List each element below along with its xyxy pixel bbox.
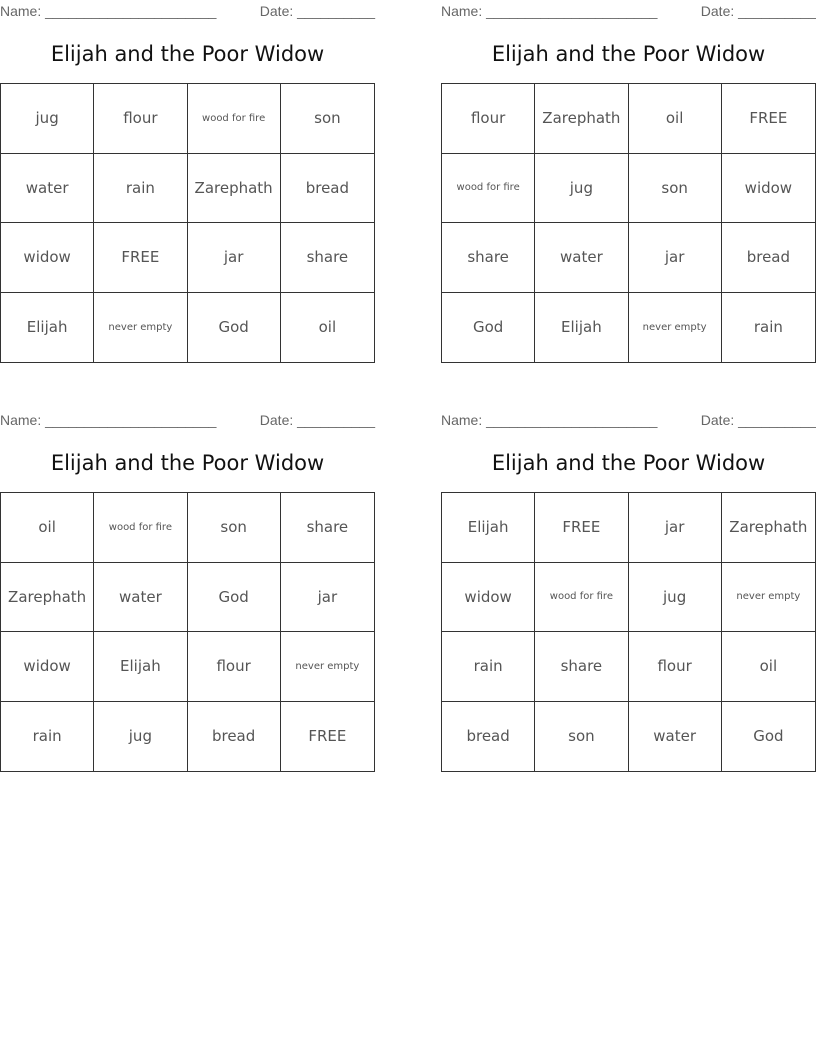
bingo-cell: bread: [722, 223, 815, 293]
bingo-grid: [441, 83, 816, 363]
bingo-cell: widow: [442, 563, 535, 633]
bingo-cell: FREE: [722, 84, 815, 154]
name-field: Name: ______________________: [0, 3, 217, 19]
bingo-cell: Zarephath: [188, 154, 281, 224]
bingo-cell: flour: [442, 84, 535, 154]
bingo-cell: wood for fire: [188, 84, 281, 154]
bingo-cell: Elijah: [1, 293, 94, 363]
bingo-cell: bread: [188, 702, 281, 772]
bingo-cell: son: [281, 84, 374, 154]
bingo-cell: never empty: [281, 632, 374, 702]
bingo-cell: jar: [188, 223, 281, 293]
bingo-cell: FREE: [308, 727, 347, 746]
bingo-cell: flour: [188, 632, 281, 702]
bingo-cell: God: [188, 293, 281, 363]
bingo-card-3: [0, 409, 375, 774]
bingo-card-4: [441, 409, 816, 774]
bingo-grid: [441, 492, 816, 772]
bingo-grid: [0, 492, 375, 772]
bingo-cell: bread: [281, 154, 374, 224]
card-title: Elijah and the Poor Widow: [491, 42, 766, 66]
bingo-cell: oil: [1, 493, 94, 563]
date-field: Date: __________: [700, 412, 816, 428]
bingo-cell: bread: [442, 702, 535, 772]
bingo-cell: jug: [94, 702, 187, 772]
bingo-cell: never empty: [629, 293, 722, 363]
card-title: Elijah and the Poor Widow: [491, 451, 766, 475]
bingo-cell: widow: [722, 154, 815, 224]
bingo-cell: never empty: [722, 563, 815, 633]
name-field: Name: ______________________: [0, 412, 217, 428]
bingo-card-2: [441, 0, 816, 365]
name-field: Name: ______________________: [441, 3, 658, 19]
bingo-cell: wood for fire: [442, 154, 535, 224]
bingo-cell: FREE: [94, 223, 187, 293]
bingo-cell: water: [94, 563, 187, 633]
bingo-cell: son: [629, 154, 722, 224]
bingo-cell: God: [442, 293, 535, 363]
bingo-cell: flour: [629, 632, 722, 702]
bingo-cell: flour: [94, 84, 187, 154]
bingo-cell: widow: [1, 223, 94, 293]
bingo-cell: rain: [94, 154, 187, 224]
bingo-cell: Zarephath: [722, 493, 815, 563]
bingo-cell: never empty: [94, 293, 187, 363]
bingo-cell: God: [753, 727, 784, 746]
bingo-cell: FREE: [535, 493, 628, 563]
bingo-cell: wood for fire: [535, 563, 628, 633]
bingo-cell: jug: [535, 154, 628, 224]
bingo-cell: Elijah: [442, 493, 535, 563]
card-title: Elijah and the Poor Widow: [50, 451, 325, 475]
bingo-cell: jar: [629, 493, 722, 563]
date-field: Date: __________: [259, 412, 375, 428]
bingo-cell: share: [281, 223, 374, 293]
card-title: Elijah and the Poor Widow: [50, 42, 325, 66]
bingo-cell: son: [188, 493, 281, 563]
bingo-cell: oil: [629, 84, 722, 154]
bingo-cell: rain: [442, 632, 535, 702]
bingo-cell: jug: [1, 84, 94, 154]
bingo-cell: jar: [629, 223, 722, 293]
bingo-cell: Elijah: [535, 293, 628, 363]
bingo-cell: Zarephath: [535, 84, 628, 154]
bingo-cell: oil: [722, 632, 815, 702]
bingo-cell: wood for fire: [94, 493, 187, 563]
bingo-cell: oil: [318, 318, 337, 337]
bingo-cell: jar: [281, 563, 374, 633]
bingo-cell: God: [188, 563, 281, 633]
bingo-cell: share: [281, 493, 374, 563]
date-field: Date: __________: [259, 3, 375, 19]
bingo-cell: water: [1, 154, 94, 224]
bingo-cell: rain: [1, 702, 94, 772]
name-field: Name: ______________________: [441, 412, 658, 428]
bingo-cell: share: [442, 223, 535, 293]
bingo-cell: water: [535, 223, 628, 293]
bingo-cell: son: [535, 702, 628, 772]
bingo-cell: share: [535, 632, 628, 702]
bingo-cell: widow: [1, 632, 94, 702]
bingo-cell: water: [629, 702, 722, 772]
bingo-card-1: [0, 0, 375, 365]
bingo-cell: jug: [629, 563, 722, 633]
bingo-grid: [0, 83, 375, 363]
date-field: Date: __________: [700, 3, 816, 19]
bingo-cell: rain: [753, 318, 783, 337]
bingo-cell: Elijah: [94, 632, 187, 702]
bingo-cell: Zarephath: [1, 563, 94, 633]
